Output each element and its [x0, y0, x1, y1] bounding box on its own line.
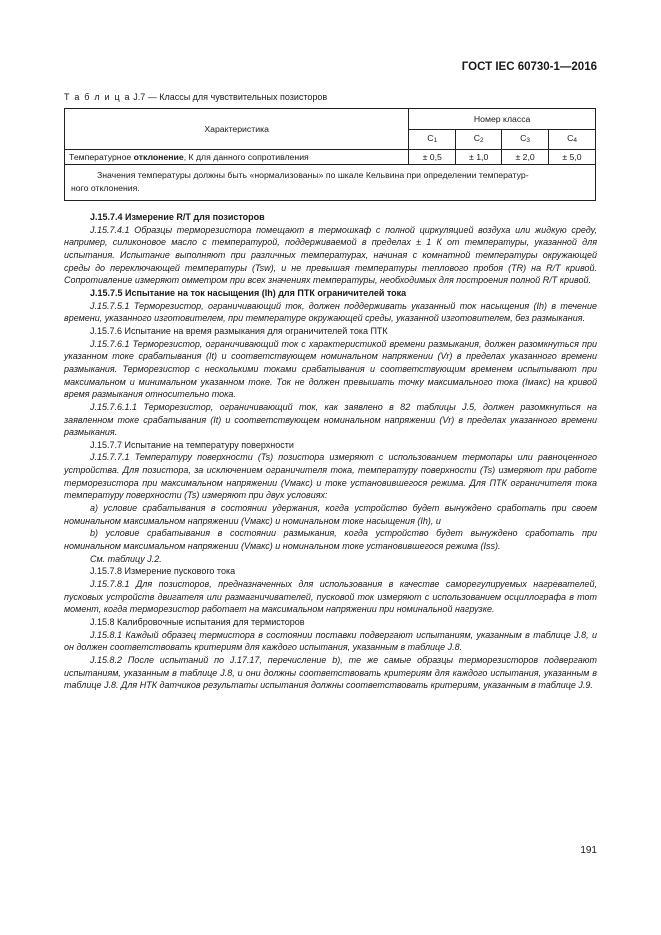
class-header: С2: [456, 130, 502, 150]
list-item: a) условие срабатывания в состоянии удержания, когда устройство будет вынуждено сработать при своем номинальном максимальном напряжении (Vмакс) и номинальном токе насыщения (Ih), и: [64, 503, 597, 526]
class-header: С1: [409, 130, 456, 150]
section-heading: J.15.7.7 Испытание на температуру поверхности: [90, 439, 294, 450]
section-heading: J.15.7.6 Испытание на время размыкания для ограничителей тока ПТК: [90, 325, 388, 336]
paragraph: J.15.8.1 Каждый образец термистора в состоянии поставки подвергают испытаниям, указанным в таблице J.8, и он должен соответствовать критериям для каждого испытания, указанным в таблице J.8.: [64, 629, 597, 653]
section-heading: J.15.7.8 Измерение пускового тока: [90, 566, 236, 577]
class-header: С4: [549, 130, 596, 150]
table-caption: [64, 92, 327, 102]
paragraph: J.15.7.6.1.1 Терморезистор, ограничивающий ток, как заявлено в 82 таблицы J.5, должен разомкнуться на заявленном токе срабатывания (It) и соответствующем номинальном напряжении (Vr) в пределах указанного времени размыкания.: [64, 401, 597, 438]
table-cell: ± 2,0: [502, 150, 549, 165]
section-heading: J.15.7.4 Измерение R/T для позисторов: [90, 212, 265, 222]
class-header: С3: [502, 130, 549, 150]
paragraph: J.15.7.4.1 Образцы терморезистора помещают в термошкаф с полной циркуляцией воздуха или жидкую среду, например, силиконовое масло с температурой, поддерживаемой в пределах ± 1 К от температуры, указанной для испытания. Испытание выполняют при различных температурах, начиная с комнатной температуры окружающей среды до переключающей температуры (Tsw), и не превышая температуры теплового пробоя (TR) на R/T кривой. Сопротивление измеряют омметром при всех значениях температуры, необходимых для построения полной R/T кривой.: [64, 224, 597, 286]
table-cell: ± 0,5: [409, 150, 456, 165]
paragraph: См. таблицу J.2.: [90, 553, 162, 564]
col-class-number: Номер класса: [409, 109, 596, 130]
col-characteristic: Характеристика: [65, 109, 409, 150]
section-heading: J.15.7.5 Испытание на ток насыщения (Ih) для ПТК ограничителей тока: [90, 287, 407, 298]
table-cell: ± 1,0: [456, 150, 502, 165]
paragraph: J.15.7.6.1 Терморезистор, ограничивающий ток с характеристикой времени размыкания, должен разомкнуться при указанном токе срабатывания (It) и соответствующем номинальном напряжении (Vr) в пределах указанного времени размыкания. Терморезистор с несколькими токами срабатывания и соответствующим временем испытывают при максимальном и минимальном указанном токе. Ток не должен превышать точку максимального тока (Iмакс) на кривой время размыкания относительно тока.: [64, 338, 597, 400]
row-label: Температурное отклонение, К для данного сопротивления: [65, 150, 409, 165]
document-body: [64, 211, 597, 692]
standard-header: ГОСТ IEC 60730-1—2016: [461, 61, 597, 73]
table-caption-label: Т а б л и ц а: [64, 92, 131, 102]
table-caption-text: J.7 — Классы для чувствительных позисторов: [130, 92, 328, 102]
table-cell: ± 5,0: [549, 150, 596, 165]
paragraph: J.15.7.8.1 Для позисторов, предназначенных для использования в качестве саморегулируемых нагревателей, пусковых устройств двигателя или размагничивателей, пусковой ток измеряют с использованием осциллографа в тот момент, когда терморезистор работает на максимальном напряжении при номинальной нагрузке.: [64, 579, 597, 615]
paragraph: J.15.7.7.1 Температуру поверхности (Ts) позистора измеряют с использованием термопары или равноценного устройства. Для позистора, за исключением ограничителя тока, температуру поверхности (Ts) измеряют при работе терморезистора при максимальном напряжении (Vмакс) и токе установившегося режима. Для ПТК ограничителя тока температуру поверхности (Ts) измеряют при двух условиях:: [64, 452, 597, 501]
table-note: Значения температуры должны быть «нормализованы» по шкале Кельвина при определении температур- ного отклонения.: [65, 165, 596, 201]
section-heading: J.15.8 Калибровочные испытания для термисторов: [90, 617, 305, 627]
classes-table: [64, 108, 596, 201]
page-number: 191: [580, 845, 597, 856]
list-item: b) условие срабатывания в состоянии размыкания, когда устройство будет вынуждено сработать при номинальном максимальном напряжении (Vмакс) и номинальном токе установившегося режима (Iss).: [64, 528, 597, 552]
paragraph: J.15.7.5.1 Терморезистор, ограничивающий ток, должен поддерживать указанный ток насыщения (Ih) в течение времени, указанного изготовителем, при температуре окружающей среды, указанной изготовителем, без размыкания.: [64, 300, 597, 324]
paragraph: J.15.8.2 После испытаний по J.17.17, перечисление b), те же самые образцы терморезисторов подвергают испытаниям, указанным в таблице J.8, и они должны соответствовать критериям для каждого испытания, указанным в таблице J.8. Для НТК датчиков результаты испытания должны соответствовать критериям, указанным в таблице J.9.: [64, 654, 597, 691]
